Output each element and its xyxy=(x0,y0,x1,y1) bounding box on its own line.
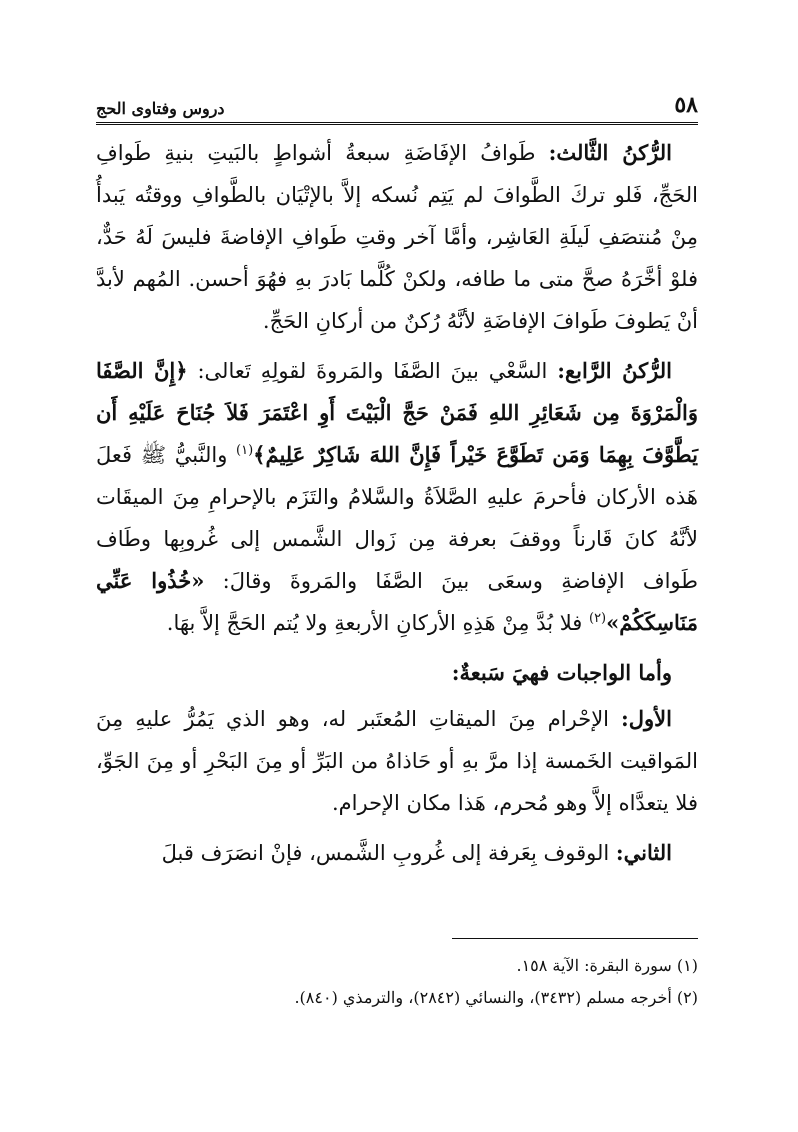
paragraph-third-pillar xyxy=(96,132,698,342)
paragraph-first-obligation xyxy=(96,698,698,824)
paragraph-text: السَّعْي بينَ الصَّفَا والمَروةَ لقولِهِ تَعالى: xyxy=(187,359,558,383)
footnote-1: (١) سورة البقرة: الآية ١٥٨. xyxy=(516,956,698,975)
paragraph-text: والنَّبيُّ ﷺ فَعلَ هَذه الأركان فأحرمَ عليهِ الصَّلاَةُ والسَّلامُ والتَزَم بالإحرامِ مِنَ الميقَات لأنَّهُ كانَ قَارناً ووقفَ بعرفة مِن زَوال الشَّمس إلى غُروبِها وطَاف طَواف الإفاضةِ وسعَى بينَ الصَّفَا والمَروةَ وقالَ: xyxy=(96,443,698,593)
footnote-ref-1: (١) xyxy=(236,443,254,458)
paragraph-text: فلا بُدَّ مِنْ هَذِهِ الأركانِ الأربعةِ ولا يُتم الحَجَّ إلاَّ بهَا. xyxy=(166,611,589,635)
footnotes xyxy=(96,950,698,1014)
paragraph-lead: الرُّكنُ الثَّالث: xyxy=(548,140,672,165)
paragraph-text: الإحْرام مِنَ الميقاتِ المُعتَبر له، وهو الذي يَمُرُّ عليهِ مِنَ المَواقيت الخَمسة إذا مرَّ بهِ أو حَاذاهُ من البَرِّ أو مِنَ البَحْرِ أو مِنَ الجَوِّ، فلا يتعدَّاه إلاَّ وهو مُحرم، هَذا مكان الإحرام. xyxy=(96,707,698,815)
paragraph-fourth-pillar xyxy=(96,350,698,644)
paragraph-text: الوقوف بِعَرفة إلى غُروبِ الشَّمس، فإنْ انصَرَف قبلَ xyxy=(161,841,616,865)
paragraph-text: طَوافُ الإفَاضَةِ سبعةُ أشواطٍ بالبَيتِ بنيةِ طَوافِ الحَجِّ، فَلو تركَ الطَّوافَ لم يَتِم نُسكه إلاَّ بالإتْيَان بالطَّوافِ ووقتُه يَبدأُ مِنْ مُنتصَفِ لَيلَةِ العَاشِر، وأمَّا آخر وقتِ طَوافِ الإفاضةَ فليسَ لَهُ حَدٌّ، فلوْ أخَّرَهُ صحَّ متى ما طافه، ولكنْ كُلَّما بَادرَ بهِ فهُوَ أحسن. المُهم لأبدَّ أنْ يَطوفَ طَوافَ الإفاضَةِ لأنَّهُ رُكنٌ من أركانِ الحَجِّ. xyxy=(96,141,698,333)
footnote-ref-2: (٢) xyxy=(588,611,607,626)
page-number: ٥٨ xyxy=(674,92,698,118)
paragraph-second-obligation xyxy=(96,832,698,874)
section-heading: وأما الواجبات فهيَ سَبعةٌ: xyxy=(451,660,672,685)
footnote-2: (٢) أخرجه مسلم (٣٤٣٢)، والنسائي (٢٨٤٢)، والترمذي (٨٤٠). xyxy=(294,988,698,1007)
paragraph-lead: الثاني: xyxy=(615,840,672,865)
body-text xyxy=(96,132,698,882)
paragraph-lead: الأول: xyxy=(621,706,672,731)
page-header xyxy=(96,84,698,125)
hadith-quote: «خُذُوا عَنِّي مَنَاسِكَكُمْ» xyxy=(96,568,698,635)
quran-quote: ﴿إِنَّ الصَّفَا وَالْمَرْوَةَ مِن شَعَائِرِ اللهِ فَمَنْ حَجَّ الْبَيْتَ أَوِ اعْتَمَرَ فَلاَ جُنَاحَ عَلَيْهِ أَن يَطَّوَّفَ بِهِمَا وَمَن تَطَوَّعَ خَيْراً فَإِنَّ اللهَ شَاكِرٌ عَلِيمٌ﴾ xyxy=(96,358,698,467)
paragraph-lead: الرُّكنُ الرَّابع: xyxy=(557,358,672,383)
running-title: دروس وفتاوى الحج xyxy=(96,99,225,118)
footnote-divider xyxy=(452,938,698,939)
